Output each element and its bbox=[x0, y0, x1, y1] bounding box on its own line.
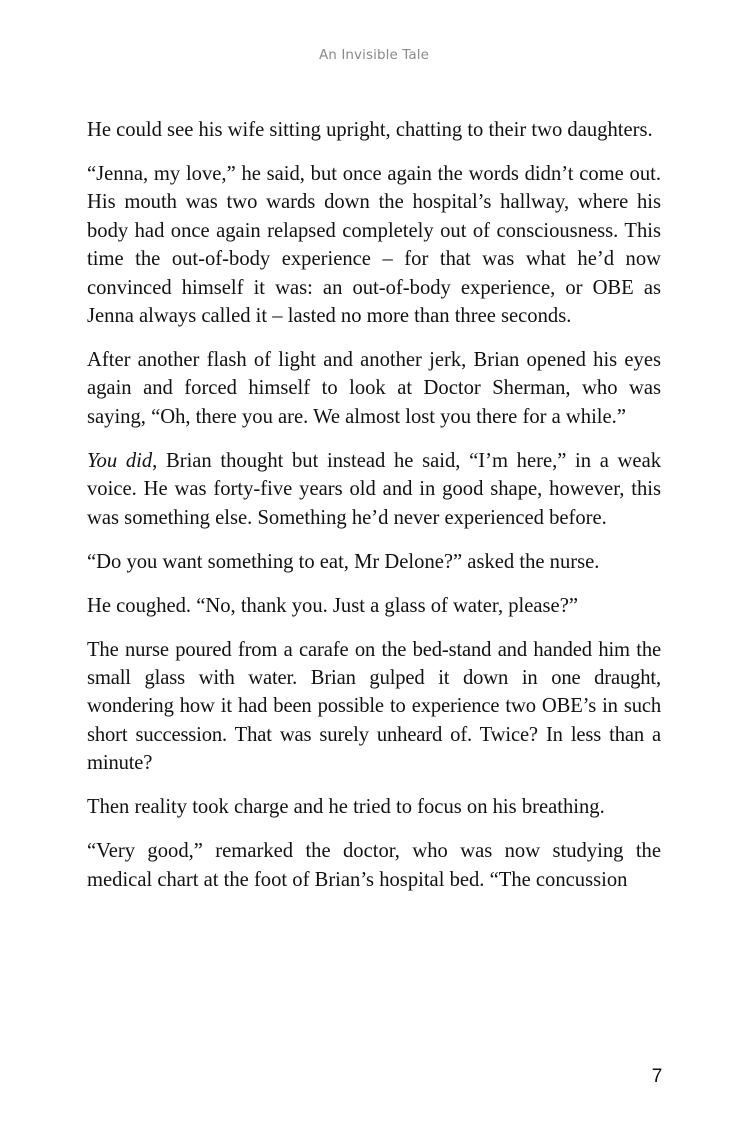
paragraph-3: After another flash of light and another jerk, Brian opened his eyes again and forced himself to look at Doctor Sherman, who was saying, “Oh, there you are. We almost lost you there for a while.” bbox=[87, 349, 661, 428]
paragraph-9: “Very good,” remarked the doctor, who was now studying the medical chart at the foot of Brian’s hospital bed. “The concussion bbox=[87, 840, 661, 891]
page-number: 7 bbox=[651, 1066, 663, 1087]
paragraph-6: He coughed. “No, thank you. Just a glass of water, please?” bbox=[87, 594, 578, 617]
paragraph-7: The nurse poured from a carafe on the bed-stand and handed him the small glass with water. Brian gulped it down in one draught, wondering how it had been possible to experience two OBE’s in such short succession. That was surely unheard of. Twice? In less than a minute? bbox=[87, 638, 661, 775]
paragraph-8: Then reality took charge and he tried to focus on his breathing. bbox=[87, 796, 605, 819]
paragraph-2: “Jenna, my love,” he said, but once again the words didn’t come out. His mouth was two wards down the hospital’s hallway, where his body had once again relapsed completely out of consciousness. This time the out-of-body experience – for that was what he’d now convinced himself it was: an out-of-body experience, or OBE as Jenna always called it – lasted no more than three seconds. bbox=[87, 163, 661, 328]
paragraph-5: “Do you want something to eat, Mr Delone?” asked the nurse. bbox=[87, 550, 600, 573]
paragraph-4-text: , Brian thought but instead he said, “I’m here,” in a weak voice. He was forty-five years old and in good shape, however, this was something else. Something he’d never experienced before. bbox=[87, 449, 662, 529]
paragraph-1: He could see his wife sitting upright, chatting to their two daughters. bbox=[87, 119, 653, 141]
italic-phrase: You did bbox=[87, 449, 153, 472]
running-header: An Invisible Tale bbox=[318, 47, 430, 63]
body-text bbox=[87, 116, 661, 910]
paragraph-4 bbox=[87, 447, 661, 532]
